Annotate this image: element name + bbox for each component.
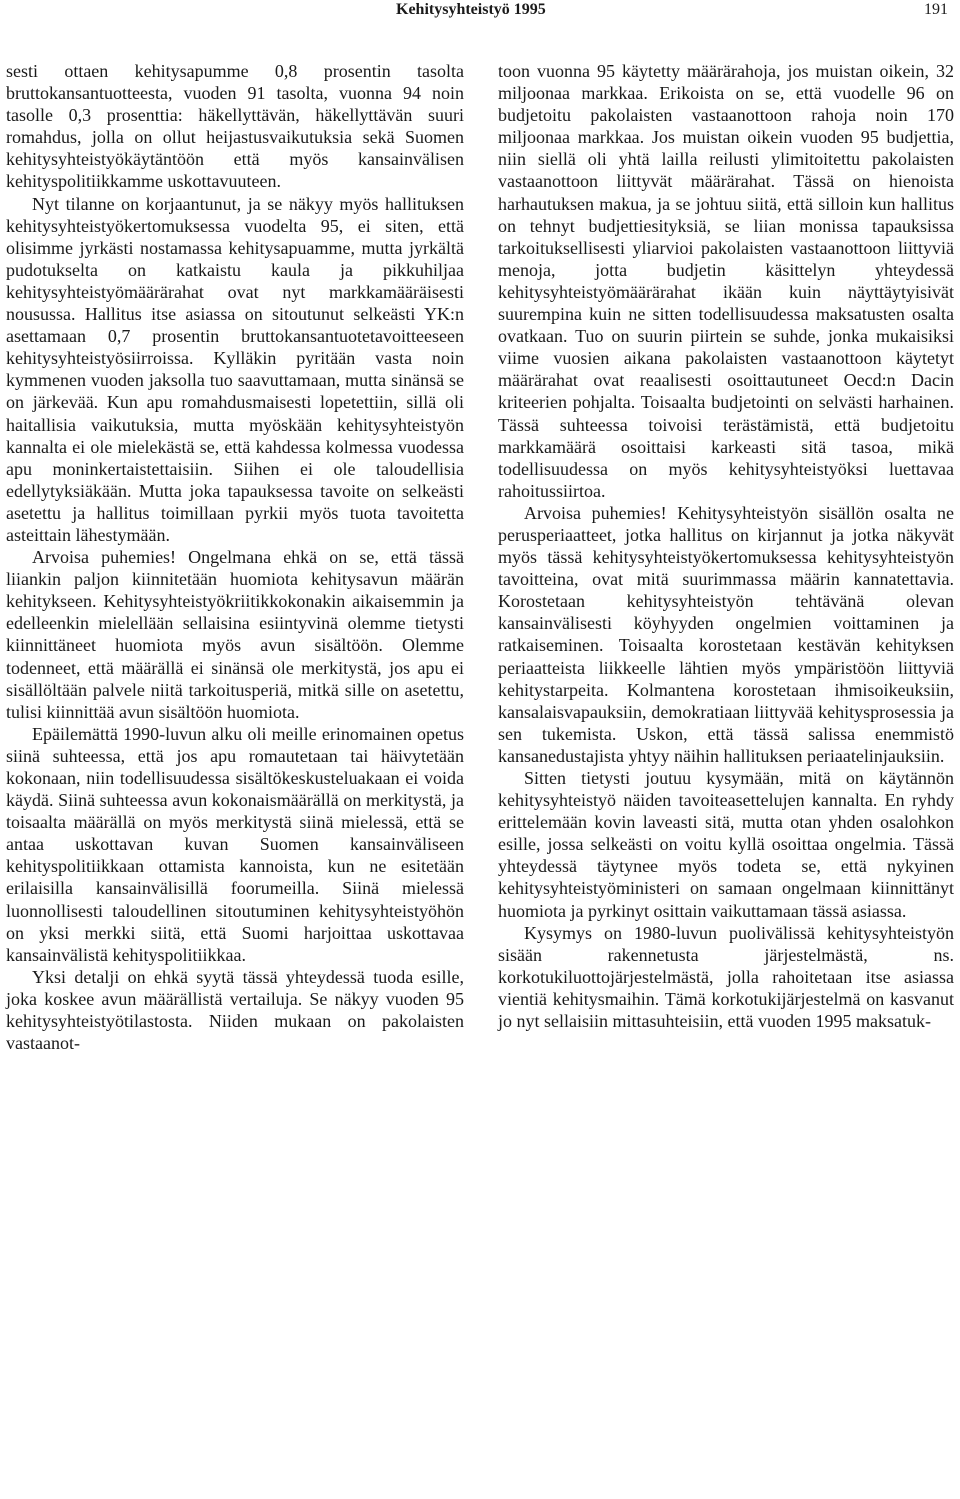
right-column bbox=[498, 60, 954, 1032]
page-number: 191 bbox=[924, 1, 948, 18]
paragraph: Yksi detalji on ehkä syytä tässä yhteydessä tuoda esille, joka koskee avun määrällistä vertailuja. Se näkyy vuoden 95 kehitysyhteistyötilastosta. Niiden mukaan on pakolaisten vastaanot- bbox=[6, 966, 464, 1054]
paragraph: Arvoisa puhemies! Kehitysyhteistyön sisällön osalta ne perusperiaatteet, jotka hallitus on kirjannut ja jotka näkyvät myös tässä kehitysyhteistyökertomuksessa kehitysyhteistyön tavoitteina, ovat mitä suurimmassa määrin kannatettavia. Korostetaan kehitysyhteistyön tehtävänä olevan kansainvälisesti köyhyyden ongelmien voittaminen ja ratkaiseminen. Toisaalta korostetaan kestävän kehityksen periaatteista liikkeelle lähtien myös ympäristöön liittyviä kehitystarpeita. Kolmantena korostetaan ihmisoikeuksiin, kansalaisvapauksiin, demokratiaan liittyvää kehitysprosessia ja sen tukemista. Uskon, että tässä salissa enemmistö kansanedustajista yhtyy näihin hallituksen periaatelinjauksiin. bbox=[498, 502, 954, 766]
paragraph: Nyt tilanne on korjaantunut, ja se näkyy myös hallituksen kehitysyhteistyökertomuksessa vuodelta 95, ei siten, että olisimme jyrkästi nostamassa kehitysapuamme, mutta jyrkältä pudotukselta on katkaistu kaula ja pikkuhiljaa kehitysyhteistyömäärärahat ovat nyt markkamääräisesti nousussa. Hallitus itse asiassa on sitoutunut selkeästi YK:n asettamaan 0,7 prosentin bruttokansantuotetavoitteeseen kehitysyhteistyösiirroissa. Kylläkin pyritään vasta noin kymmenen vuoden jaksolla tuo saavuttamaan, mutta sinänsä se on järkevää. Kun apu romahdusmaisesti lopetettiin, sillä oli haitallisia vaikutuksia, mutta myöskään kehitysyhteistyön kannalta ei ole mielekästä se, että kahdessa kolmessa vuodessa apu moninkertaistettaisiin. Siihen ei ole taloudellisia edellytyksiäkään. Mutta joka tapauksessa tavoite on selkeästi asetettu ja hallitus toimillaan pyrkii myös tuota tavoitetta asteittain lähestymään. bbox=[6, 193, 464, 545]
paragraph: Sitten tietysti joutuu kysymään, mitä on käytännön kehitysyhteistyö näiden tavoiteasettelujen kannalta. En ryhdy erittelemään kovin laveasti sitä, mutta otan yhden osalohkon esille, jossa selkeästi on voitu kyllä osoittaa ongelmia. Tässä yhteydessä täytynee myös todeta se, että nykyinen kehitysyhteistyöministeri on samaan ongelmaan kiinnittänyt huomiota ja pyrkinyt osittain vaikuttamaan tässä asiassa. bbox=[498, 768, 954, 921]
left-column bbox=[6, 60, 464, 1054]
paragraph: Arvoisa puhemies! Ongelmana ehkä on se, että tässä liiankin paljon kiinnitetään huomiota kehitysavun määrän kehitykseen. Kehitysyhteistyökriitikkokonakin aikaisemmin ja edelleenkin mielellään sellaisina esiintyvinä olemme tietysti kiinnittäneet huomiota myös avun sisältöön. Olemme todenneet, että määrällä ei sinänsä ole merkitystä, jos apu ei sisällöltään palvele niitä tarkoitusperiä, mitkä sille on asetettu, tulisi kiinnittää avun sisältöön huomiota. bbox=[6, 547, 464, 722]
paragraph: toon vuonna 95 käytetty määrärahoja, jos muistan oikein, 32 miljoonaa markkaa. Erikoista on se, että vuodelle 96 on budjetoitu pakolaisten vastaanottoon rahoja noin 170 miljoonaa markkaa. Jos muistan oikein vuoden 95 budjettia, niin siellä oli yhtä lailla reilusti ylimitoitettu pakolaisten vastaanottoon liittyvät määrärahat. Tässä on hienoista harhautuksen makua, ja se johtuu siitä, että silloin kun hallitus on tehnyt budjettiesityksiä, se liian monissa tapauksissa tarkoituksellisesti yliarvioi pakolaisten vastaanottoon liittyviä menoja, jotta budjetin käsittelyn yhteydessä kehitysyhteistyömäärärahat ikään kuin näyttäytyisivät suurempina kuin ne sitten todellisuudessa maksatusten osalta ovatkaan. Tuo on suurin piirtein se suhde, jonka mukaisiksi viime vuosien aikana pakolaisten vastaanottoon käytetyt määrärahat ovat reaalisesti osoittautuneet Oecd:n Dacin kriteerien pohjalta. Toisaalta budjetointi on selvästi harhainen. Tässä suhteessa toivoisi terästämistä, että budjetoitu markkamäärä osoittaisi karkeasti sitä tasoa, mikä todellisuudessa on myös kehitysyhteistyöksi luettavaa rahoitussiirtoa. bbox=[498, 61, 954, 501]
paragraph: sesti ottaen kehitysapumme 0,8 prosentin tasolta bruttokansantuotteesta, vuoden 91 tasolta, vuonna 94 noin tasolle 0,3 prosenttia: häkellyttävän, häkellyttävän suuri romahdus, jolla on ollut heijastusvaikutuksia sekä Suomen kehitysyhteistyökäytäntöön että myös kansainvälisen kehityspolitiikkamme uskottavuuteen. bbox=[6, 61, 464, 192]
paragraph: Kysymys on 1980-luvun puolivälissä kehitysyhteistyön sisään rakennetusta järjestelmästä, ns. korkotukiluottojärjestelmästä, jolla rahoitetaan itse asiassa vientiä kehitysmaihin. Tämä korkotukijärjestelmä on kasvanut jo nyt sellaisiin mittasuhteisiin, että vuoden 1995 maksatuk- bbox=[498, 922, 954, 1032]
page-header bbox=[0, 0, 960, 24]
running-title: Kehitysyhteistyö 1995 bbox=[396, 1, 546, 18]
paragraph: Epäilemättä 1990-luvun alku oli meille erinomainen opetus siinä suhteessa, että jos apu romautetaan tai häivytetään kokonaan, niin todellisuudessa sisältökeskusteluakaan ei voida käydä. Siinä suhteessa avun kokonaismäärällä on merkitystä, ja toisaalta määrällä on myös merkitystä siinä mielessä, että se antaa uskottavan kuvan Suomen kansainväliseen kehityspolitiikkaan ottamista kannoista, kun ne esitetään erilaisilla kansainvälisillä foorumeilla. Siinä mielessä luonnollisesti taloudellinen sitoutuminen kehitysyhteistyöhön on yksi merkki siitä, että Suomi harjoittaa uskottavaa kansainvälistä kehityspolitiikkaa. bbox=[6, 723, 464, 965]
